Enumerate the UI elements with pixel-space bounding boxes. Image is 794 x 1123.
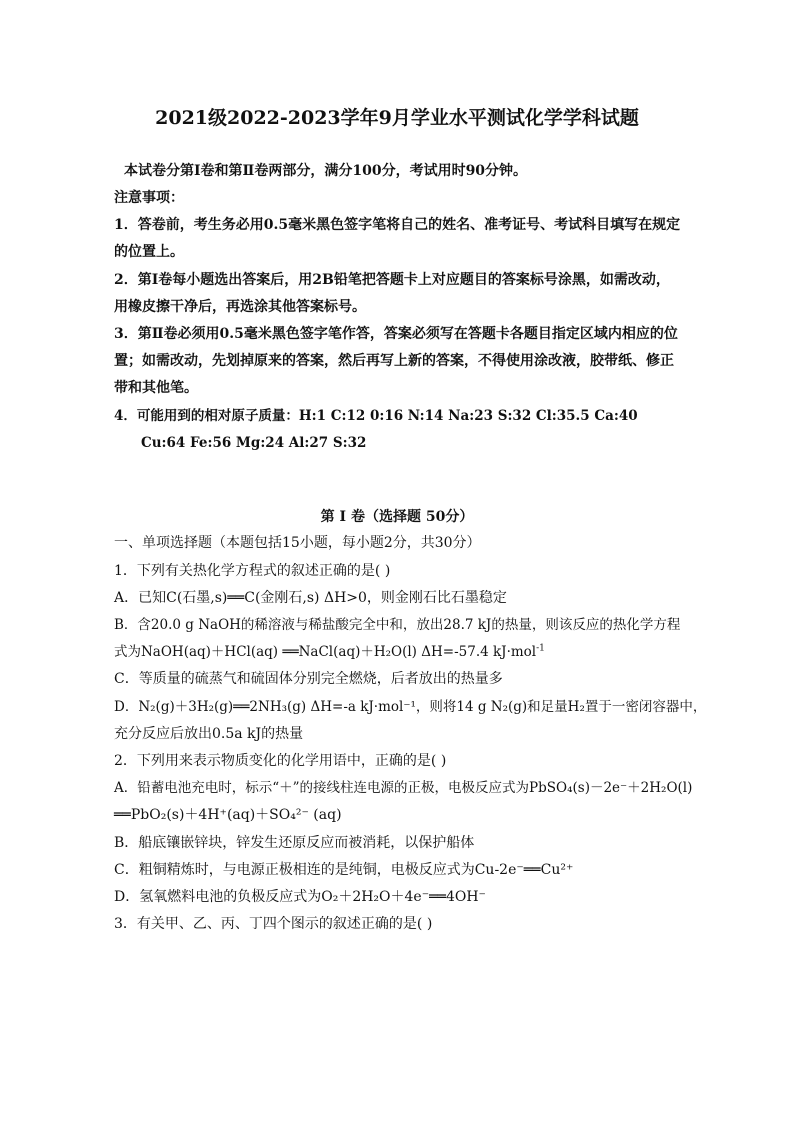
atomic-mass-line: Cu:64 Fe:56 Mg:24 Al:27 S:32: [141, 435, 367, 451]
atomic-mass-line: 4．可能用到的相对原子质量：H:1 C:12 0:16 N:14 Na:23 S:32 Cl:35.5 Ca:40: [114, 408, 638, 424]
part-heading: 一、单项选择题（本题包括15小题，每小题2分，共30分）: [114, 535, 481, 551]
option-c: C．粗铜精炼时，与电源正极相连的是纯铜，电极反应式为Cu-2e⁻══Cu²⁺: [114, 862, 574, 878]
option-c: C．等质量的硫蒸气和硫固体分别完全燃烧，后者放出的热量多: [114, 671, 503, 687]
option-b-continued: [114, 643, 545, 661]
note-line: 的位置上。: [114, 244, 184, 260]
unit-superscript: -1: [536, 643, 545, 654]
option-b: B．含20.0 g NaOH的稀溶液与稀盐酸完全中和，放出28.7 kJ的热量，则该反应的热化学方程: [114, 617, 681, 633]
option-a: A．已知C(石墨,s)══C(金刚石,s) ΔH>0，则金刚石比石墨稳定: [114, 590, 507, 606]
note-line: 3．第Ⅱ卷必须用0.5毫米黑色签字笔作答，答案必须写在答题卡各题目指定区域内相应的位: [114, 326, 678, 342]
notes-heading: 注意事项：: [114, 190, 184, 206]
option-a: A．铅蓄电池充电时，标示“＋”的接线柱连电源的正极，电极反应式为PbSO₄(s)－2e⁻＋2H₂O(l): [114, 780, 693, 796]
page-title: 2021级2022-2023学年9月学业水平测试化学学科试题: [155, 107, 639, 129]
question-stem: 1．下列有关热化学方程式的叙述正确的是( ): [114, 563, 391, 579]
option-d: D．N₂(g)＋3H₂(g)══2NH₃(g) ΔH=-a kJ·mol⁻¹，则将14 g N₂(g)和足量H₂置于一密闭容器中，: [114, 699, 707, 715]
question-stem: 2．下列用来表示物质变化的化学用语中，正确的是( ): [114, 753, 447, 769]
note-line: 置；如需改动，先划掉原来的答案，然后再写上新的答案，不得使用涂改液，胶带纸、修正: [114, 353, 674, 369]
note-line: 2．第Ⅰ卷每小题选出答案后，用2B铅笔把答题卡上对应题目的答案标号涂黑，如需改动，: [114, 272, 670, 288]
note-line: 1．答卷前，考生务必用0.5毫米黑色签字笔将自己的姓名、准考证号、考试科目填写在规定: [114, 217, 681, 233]
note-line: 用橡皮擦干净后，再选涂其他答案标号。: [114, 299, 366, 315]
option-b-text: 式为NaOH(aq)＋HCl(aq) ══NaCl(aq)＋H₂O(l) ΔH=-57.4 kJ·mol: [114, 644, 537, 660]
note-line: 带和其他笔。: [114, 380, 198, 396]
option-a-continued: ══PbO₂(s)＋4H⁺(aq)＋SO₄²⁻ (aq): [114, 807, 342, 823]
question-stem: 3．有关甲、乙、丙、丁四个图示的叙述正确的是( ): [114, 916, 433, 932]
option-b: B．船底镶嵌锌块，锌发生还原反应而被消耗，以保护船体: [114, 835, 475, 851]
intro-text: 本试卷分第Ⅰ卷和第Ⅱ卷两部分，满分100分，考试用时90分钟。: [124, 163, 528, 179]
option-d: D．氢氧燃料电池的负极反应式为O₂＋2H₂O＋4e⁻══4OH⁻: [114, 889, 486, 905]
section-title: 第 Ⅰ 卷（选择题 50分）: [320, 509, 474, 525]
option-d-continued: 充分反应后放出0.5a kJ的热量: [114, 726, 304, 742]
